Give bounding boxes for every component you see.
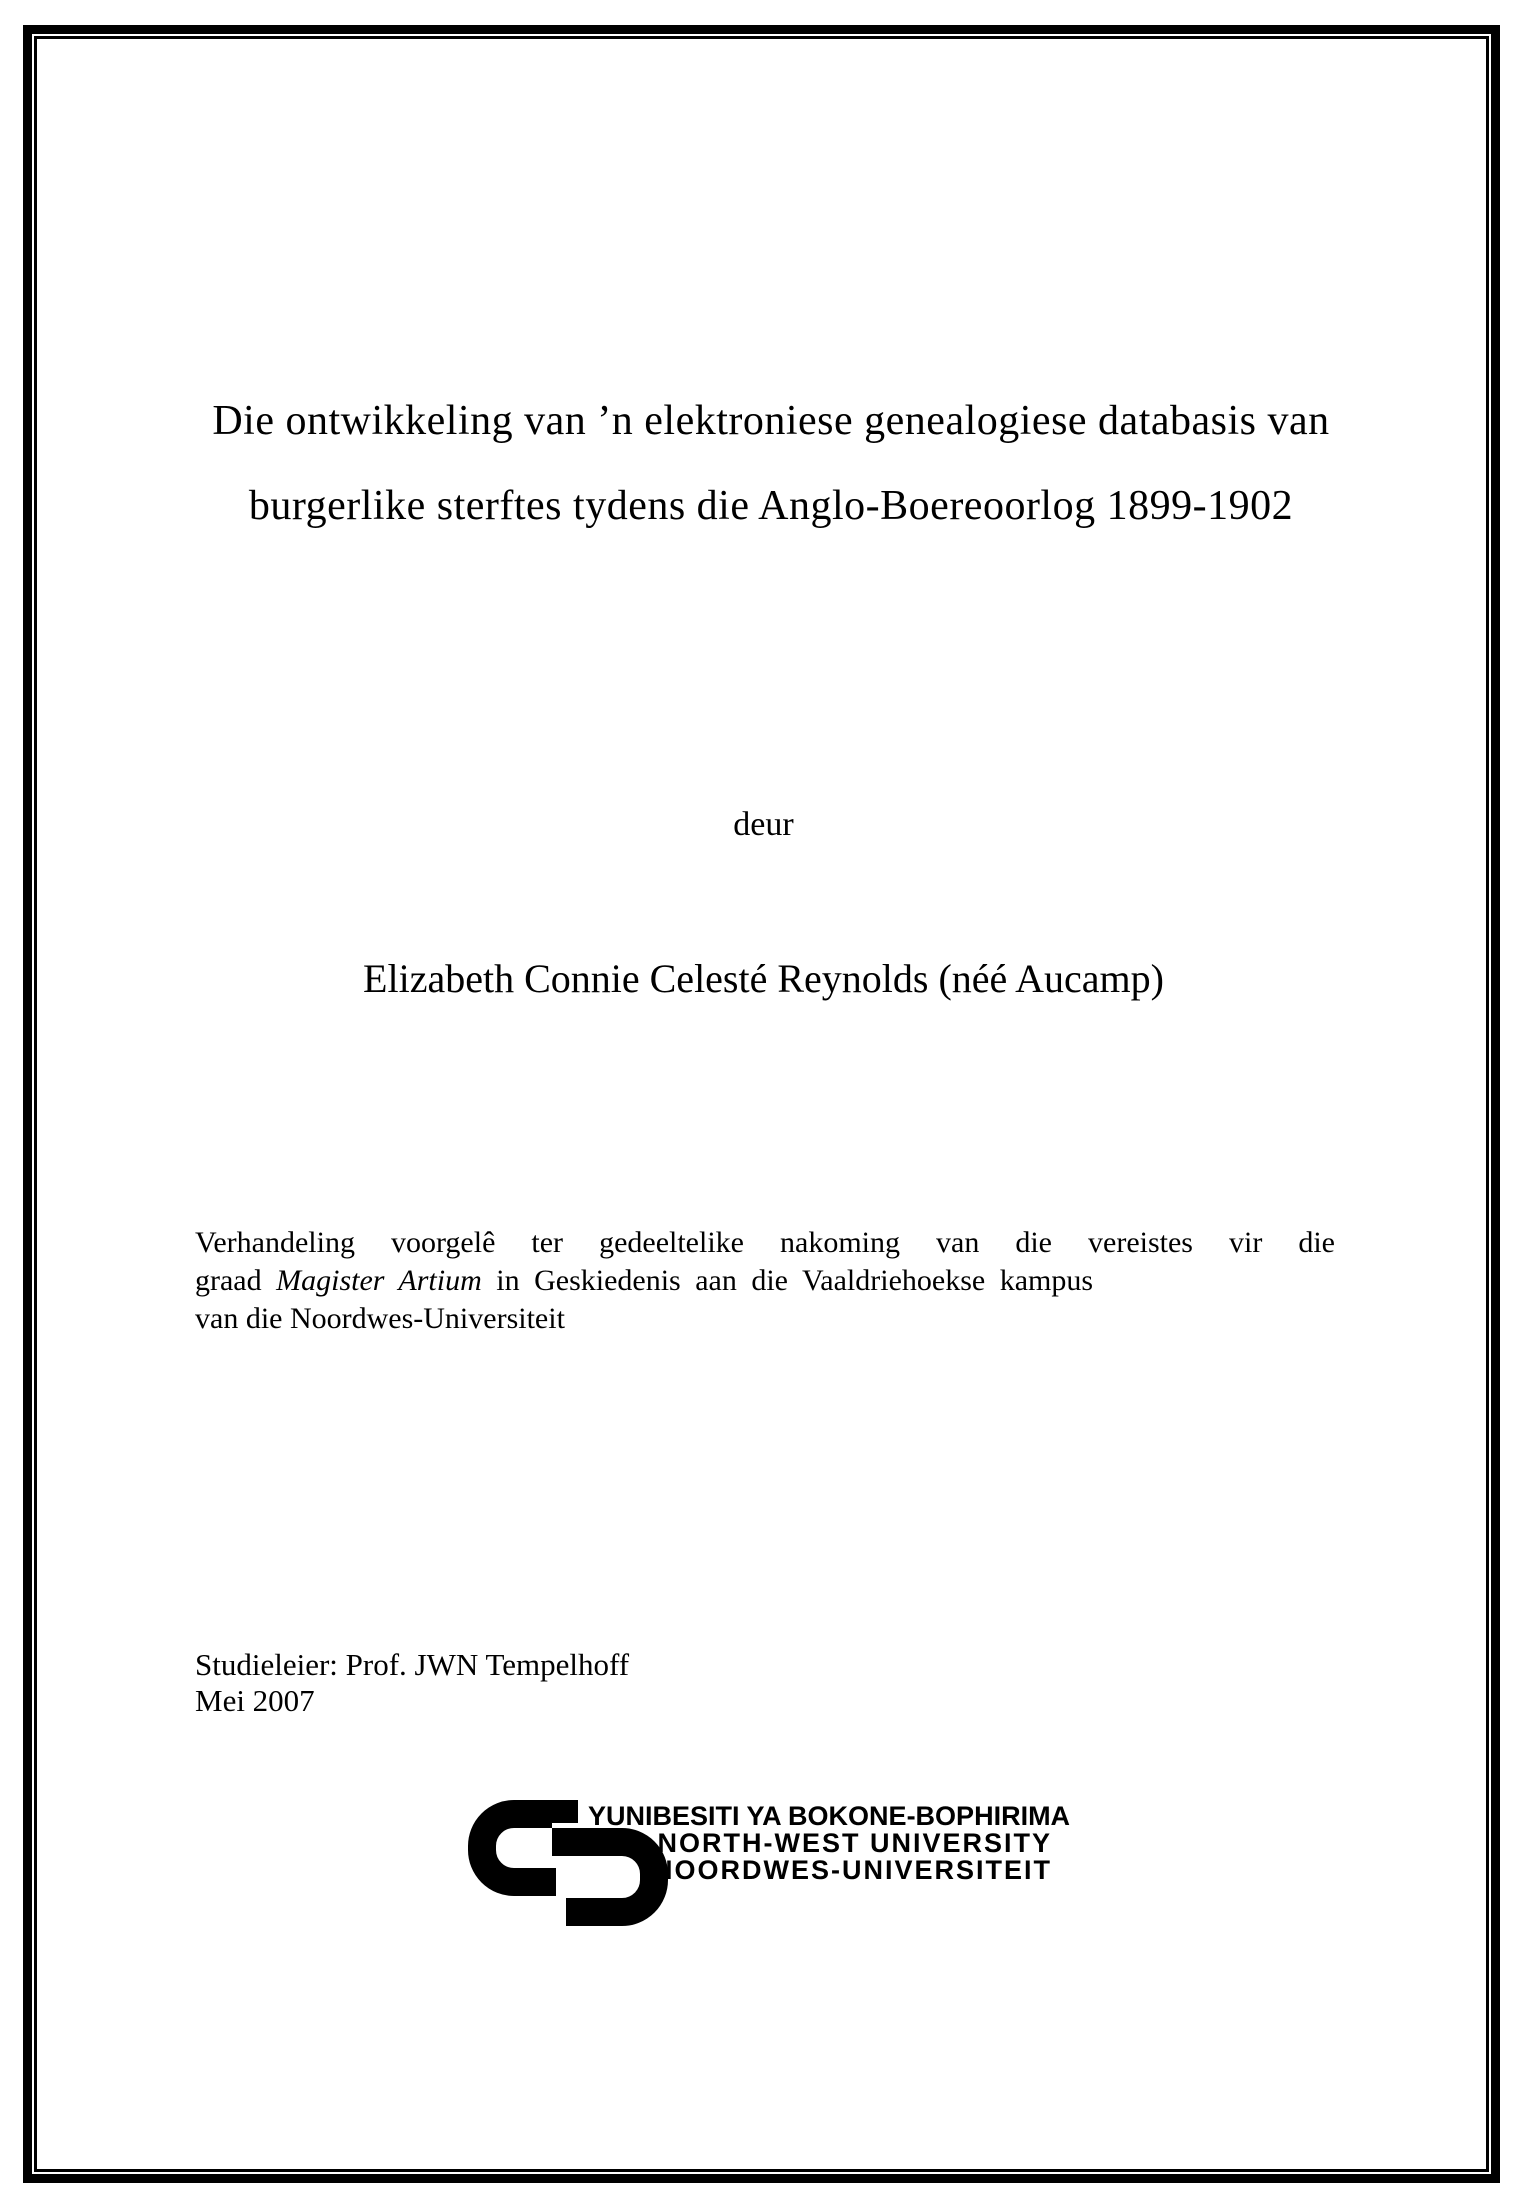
university-name-english: NORTH-WEST UNIVERSITY xyxy=(657,1828,1052,1858)
thesis-title-line1: Die ontwikkeling van ’n elektroniese genealogiese databasis van xyxy=(212,398,1330,444)
supervisor-block xyxy=(195,1647,629,1719)
degree-statement-line3: van die Noordwes-Universiteit xyxy=(195,1302,565,1335)
byline-label: deur xyxy=(733,806,794,843)
degree-statement-line2-prefix: graad xyxy=(195,1264,277,1297)
thesis-title-line2: burgerlike sterftes tydens die Anglo-Boereoorlog 1899-1902 xyxy=(248,483,1294,529)
supervisor-line: Studieleier: Prof. JWN Tempelhoff xyxy=(195,1647,630,1682)
degree-name-italic: Magister Artium xyxy=(276,1264,482,1297)
university-name-setswana: YUNIBESITI YA BOKONE-BOPHIRIMA xyxy=(588,1801,1071,1831)
thesis-title xyxy=(70,379,1472,549)
degree-statement-line1: Verhandeling voorgelê ter gedeeltelike nakoming van die vereistes vir die xyxy=(195,1226,1335,1259)
university-name-afrikaans: NOORDWES-UNIVERSITEIT xyxy=(652,1855,1052,1885)
degree-statement-line2-suffix: in Geskiedenis aan die Vaaldriehoekse kampus xyxy=(481,1264,1094,1297)
author-name: Elizabeth Connie Celesté Reynolds (néé Aucamp) xyxy=(363,956,1164,1001)
university-logo-wordmark xyxy=(588,1801,1071,1885)
date-line: Mei 2007 xyxy=(195,1683,315,1718)
degree-statement xyxy=(195,1224,1335,1338)
degree-statement-line2 xyxy=(195,1262,1335,1300)
